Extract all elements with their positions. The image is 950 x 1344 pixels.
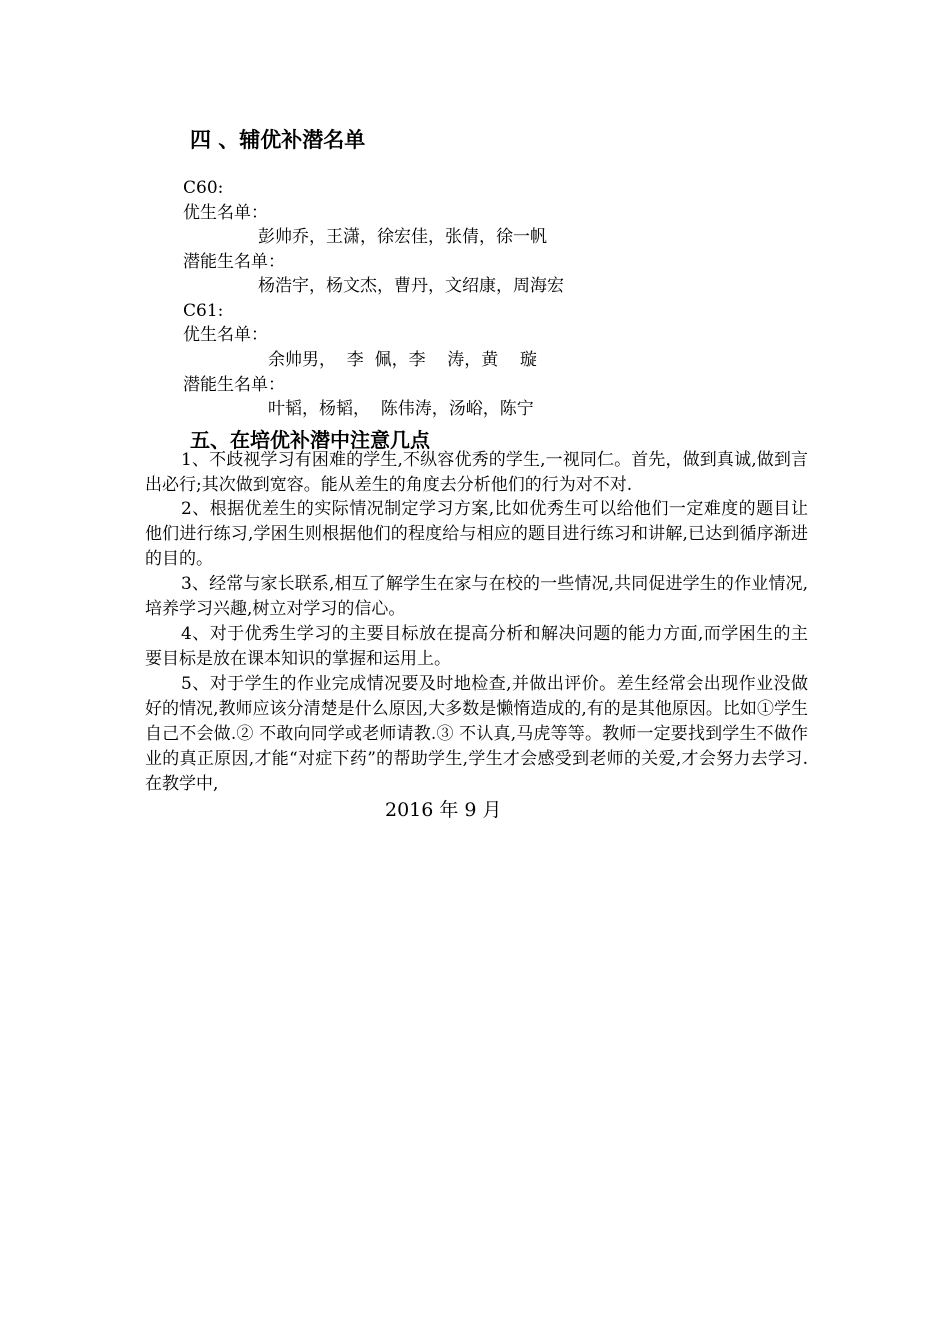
section-5-paragraph-3: 3、经常与家长联系,相互了解学生在家与在校的一些情况,共同促进学生的作业情况,培养学习兴趣,树立对学习的信心。	[145, 574, 808, 619]
section-5-paragraph-2: 2、根据优差生的实际情况制定学习方案,比如优秀生可以给他们一定难度的题目让他们进行练习,学困生则根据他们的程度给与相应的题目进行练习和讲解,已达到循序渐进的目的。	[145, 499, 808, 569]
c60-top-students-names: 彭帅乔，王潇，徐宏佳，张倩，徐一帆	[258, 227, 547, 247]
c61-top-students-label: 优生名单：	[183, 325, 268, 345]
class-c60-label: C60:	[183, 178, 224, 198]
class-c61-label: C61:	[183, 301, 224, 321]
section-5-heading: 五、在培优补潜中注意几点	[190, 428, 430, 452]
c60-potential-students-label: 潜能生名单：	[183, 252, 285, 272]
c61-potential-students-names: 叶韬，杨韬， 陈伟涛，汤峪，陈宁	[268, 399, 534, 419]
section-4-heading: 四 、辅优补潜名单	[190, 128, 366, 152]
section-5-paragraph-5: 5、对于学生的作业完成情况要及时地检查,并做出评价。差生经常会出现作业没做好的情况,教师应该分清楚是什么原因,大多数是懒惰造成的,有的是其他原因。比如①学生自己不会做.② 不敢向同学或老师请教.③ 不认真,马虎等等。教师一定要找到学生不做作业的真正原因,才能“对症下药”的帮助学生,学生才会感受到老师的关爱,才会努力去学习.在教学中,	[145, 674, 808, 794]
document-date: 2016 年 9 月	[385, 799, 502, 821]
c61-potential-students-label: 潜能生名单：	[183, 375, 285, 395]
section-5-paragraph-1: 1、不歧视学习有困难的学生,不纵容优秀的学生,一视同仁。首先，做到真诚,做到言出必行;其次做到宽容。能从差生的角度去分析他们的行为对不对.	[145, 450, 808, 495]
section-5-paragraph-4: 4、对于优秀生学习的主要目标放在提高分析和解决问题的能力方面,而学困生的主要目标是放在课本知识的掌握和运用上。	[145, 624, 808, 669]
c60-potential-students-names: 杨浩宇，杨文杰，曹丹，文绍康，周海宏	[258, 276, 564, 296]
c60-top-students-label: 优生名单：	[183, 203, 268, 223]
c61-top-students-names: 余帅男， 李 佩，李 涛，黄 璇	[268, 350, 537, 370]
